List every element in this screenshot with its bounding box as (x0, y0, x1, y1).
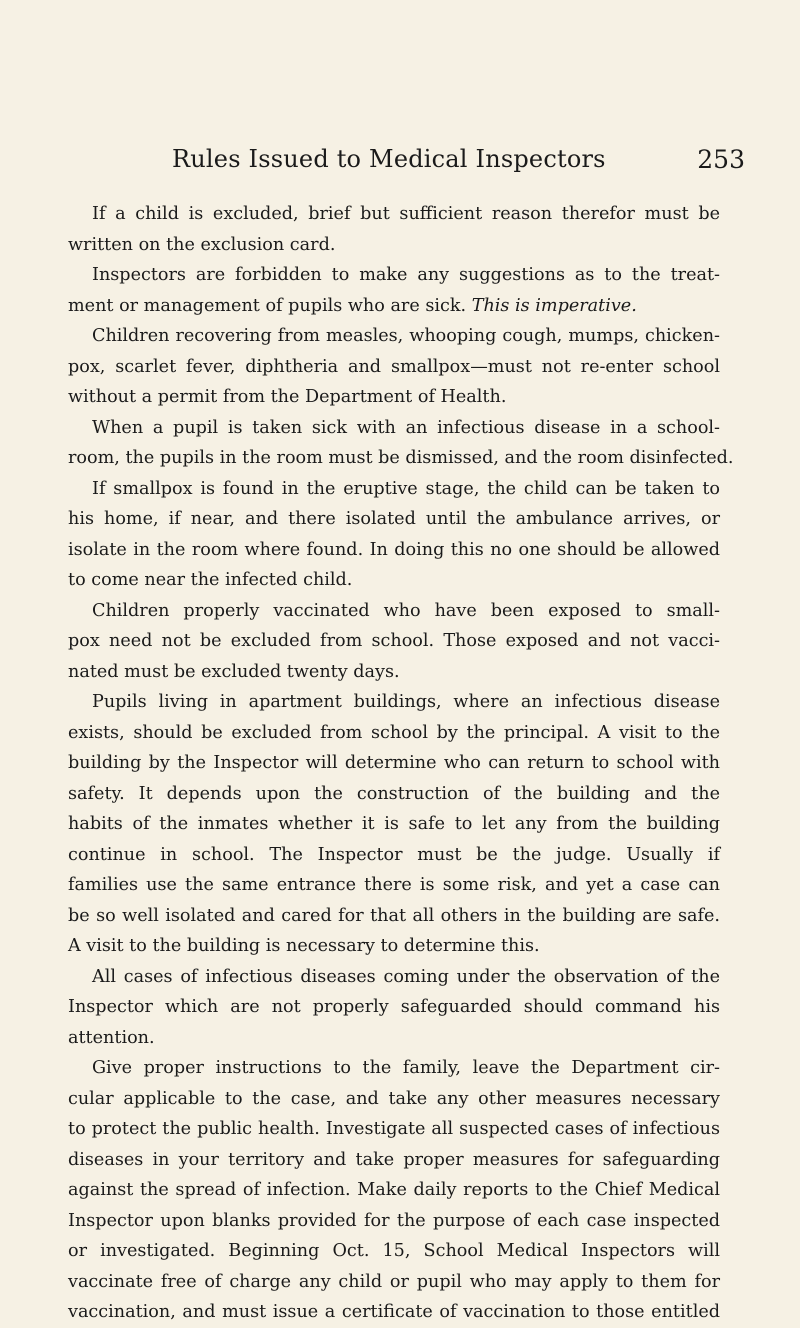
text-line: Inspector which are not properly safeguarded should command his (68, 997, 720, 1017)
text-line: Inspectors are forbidden to make any suggestions as to the treat- (92, 265, 720, 285)
text-line: exists, should be excluded from school by the principal. A visit to the (68, 722, 720, 743)
paragraph-instructions (68, 1053, 720, 1328)
text-line: cular applicable to the case, and take any other measures necessary (68, 1088, 720, 1109)
text-line: Pupils living in apartment buildings, where an infectious disease (92, 692, 720, 712)
paragraph-smallpox (68, 474, 720, 596)
text-line: diseases in your territory and take proper measures for safeguarding (68, 1149, 720, 1170)
text-line: safety. It depends upon the construction of the building and the (68, 783, 720, 804)
text-line: When a pupil is taken sick with an infectious disease in a school- (92, 417, 720, 438)
text-line: be so well isolated and cared for that all others in the building are safe. (68, 905, 720, 926)
text-line: All cases of infectious diseases coming under the observation of the (92, 966, 720, 987)
paragraph-no-suggestions (68, 260, 720, 321)
body-text (68, 199, 734, 1328)
text-line: written on the exclusion card. (68, 234, 336, 255)
running-title: Rules Issued to Medical Inspectors (172, 145, 606, 173)
text-line: building by the Inspector will determine who can return to school with (68, 753, 720, 773)
text-line: If smallpox is found in the eruptive stage, the child can be taken to (92, 478, 720, 499)
text-line: Inspector upon blanks provided for the purpose of each case inspected (68, 1210, 720, 1231)
text-line: If a child is excluded, brief but sufficient reason therefor must be (92, 204, 720, 224)
paragraph-apartment-buildings (68, 687, 720, 962)
page-number: 253 (697, 145, 745, 174)
text-line (68, 291, 720, 322)
text-line: Give proper instructions to the family, leave the Department cir- (92, 1058, 720, 1078)
text-line: against the spread of infection. Make daily reports to the Chief Medical (68, 1180, 720, 1200)
text-line: vaccinate free of charge any child or pupil who may apply to them for (68, 1271, 720, 1292)
text-line: his home, if near, and there isolated until the ambulance arrives, or (68, 509, 720, 529)
text-line: pox need not be excluded from school. Those exposed and not vacci- (68, 631, 720, 651)
text-line: or investigated. Beginning Oct. 15, School Medical Inspectors will (68, 1241, 720, 1261)
emphasis-text: This is imperative. (471, 295, 637, 316)
text-line: nated must be excluded twenty days. (68, 661, 400, 682)
text-line: room, the pupils in the room must be dismissed, and the room disinfected. (68, 448, 734, 468)
running-head (160, 145, 745, 181)
text-line: to protect the public health. Investigate all suspected cases of infectious (68, 1119, 720, 1139)
paragraph-sick-pupil (68, 413, 734, 474)
text-line: isolate in the room where found. In doing this no one should be allowed (68, 539, 720, 560)
text-line: A visit to the building is necessary to determine this. (68, 936, 540, 956)
paragraph-vaccinated-children (68, 596, 720, 688)
paragraph-exclusion-reason (68, 199, 720, 260)
text-line: attention. (68, 1027, 155, 1048)
text-line: families use the same entrance there is some risk, and yet a case can (68, 875, 720, 895)
text-line: pox, scarlet fever, diphtheria and smallpox—must not re-enter school (68, 356, 720, 377)
paragraph-recovering-children (68, 321, 720, 413)
text-line: Children recovering from measles, whooping cough, mumps, chicken- (92, 326, 720, 346)
text-line: without a permit from the Department of Health. (68, 387, 507, 407)
text-line: Children properly vaccinated who have been exposed to small- (92, 600, 720, 621)
text-segment: ment or management of pupils who are sick. (68, 295, 467, 316)
text-line: to come near the infected child. (68, 570, 353, 590)
text-line: vaccination, and must issue a certificate of vaccination to those entitled (68, 1302, 720, 1322)
text-line: continue in school. The Inspector must be the judge. Usually if (68, 844, 720, 865)
text-line: habits of the inmates whether it is safe to let any from the building (68, 814, 720, 834)
paragraph-infectious-cases (68, 962, 720, 1054)
